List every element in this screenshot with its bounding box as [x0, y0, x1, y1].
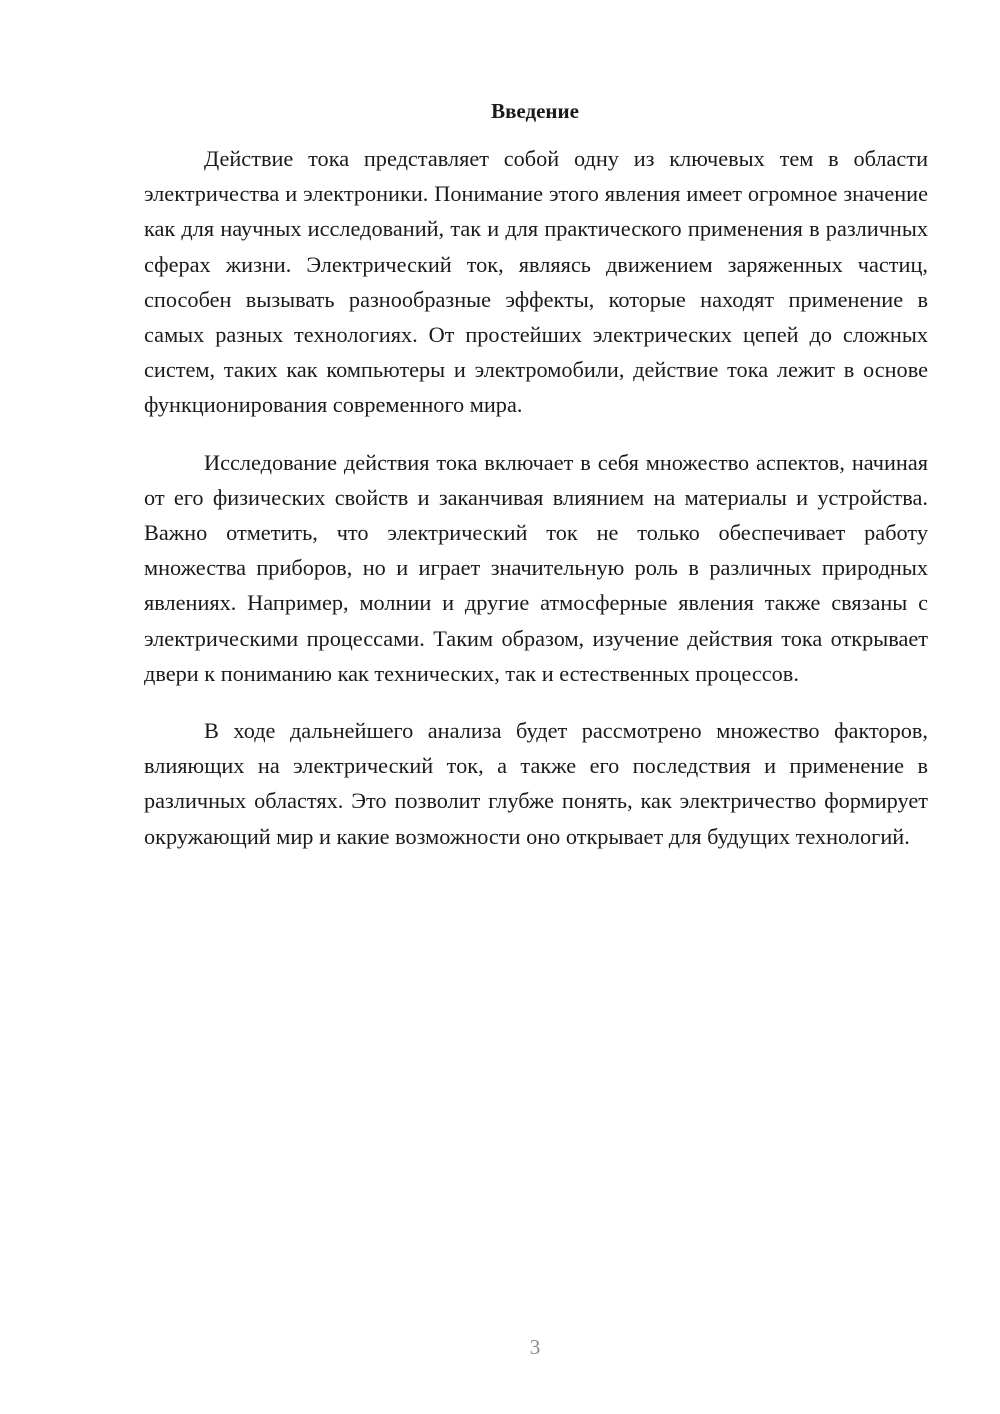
page-number: 3: [529, 1335, 541, 1359]
paragraph-3: В ходе дальнейшего анализа будет рассмотрено множество факторов, влияющих на электрический ток, а также его последствия и применение в различных областях. Это позволит глубже понять, как электричество формирует окружающий мир и какие возможности оно открывает для будущих технологий.: [144, 718, 928, 849]
paragraph-1: Действие тока представляет собой одну из ключевых тем в области электричества и электроники. Понимание этого явления имеет огромное значение как для научных исследований, так и для практического применения в различных сферах жизни. Электрический ток, являясь движением заряженных частиц, способен вызывать разнообразные эффекты, которые находят применение в самых разных технологиях. От простейших электрических цепей до сложных систем, таких как компьютеры и электромобили, действие тока лежит в основе функционирования современного мира.: [144, 146, 928, 418]
body-text: [144, 141, 928, 854]
paragraph-2: Исследование действия тока включает в себя множество аспектов, начиная от его физических свойств и заканчивая влиянием на материалы и устройства. Важно отметить, что электрический ток не только обеспечивает работу множества приборов, но и играет значительную роль в различных природных явлениях. Например, молнии и другие атмосферные явления также связаны с электрическими процессами. Таким образом, изучение действия тока открывает двери к пониманию как технических, так и естественных процессов.: [144, 449, 928, 686]
section-heading: Введение: [491, 99, 579, 123]
